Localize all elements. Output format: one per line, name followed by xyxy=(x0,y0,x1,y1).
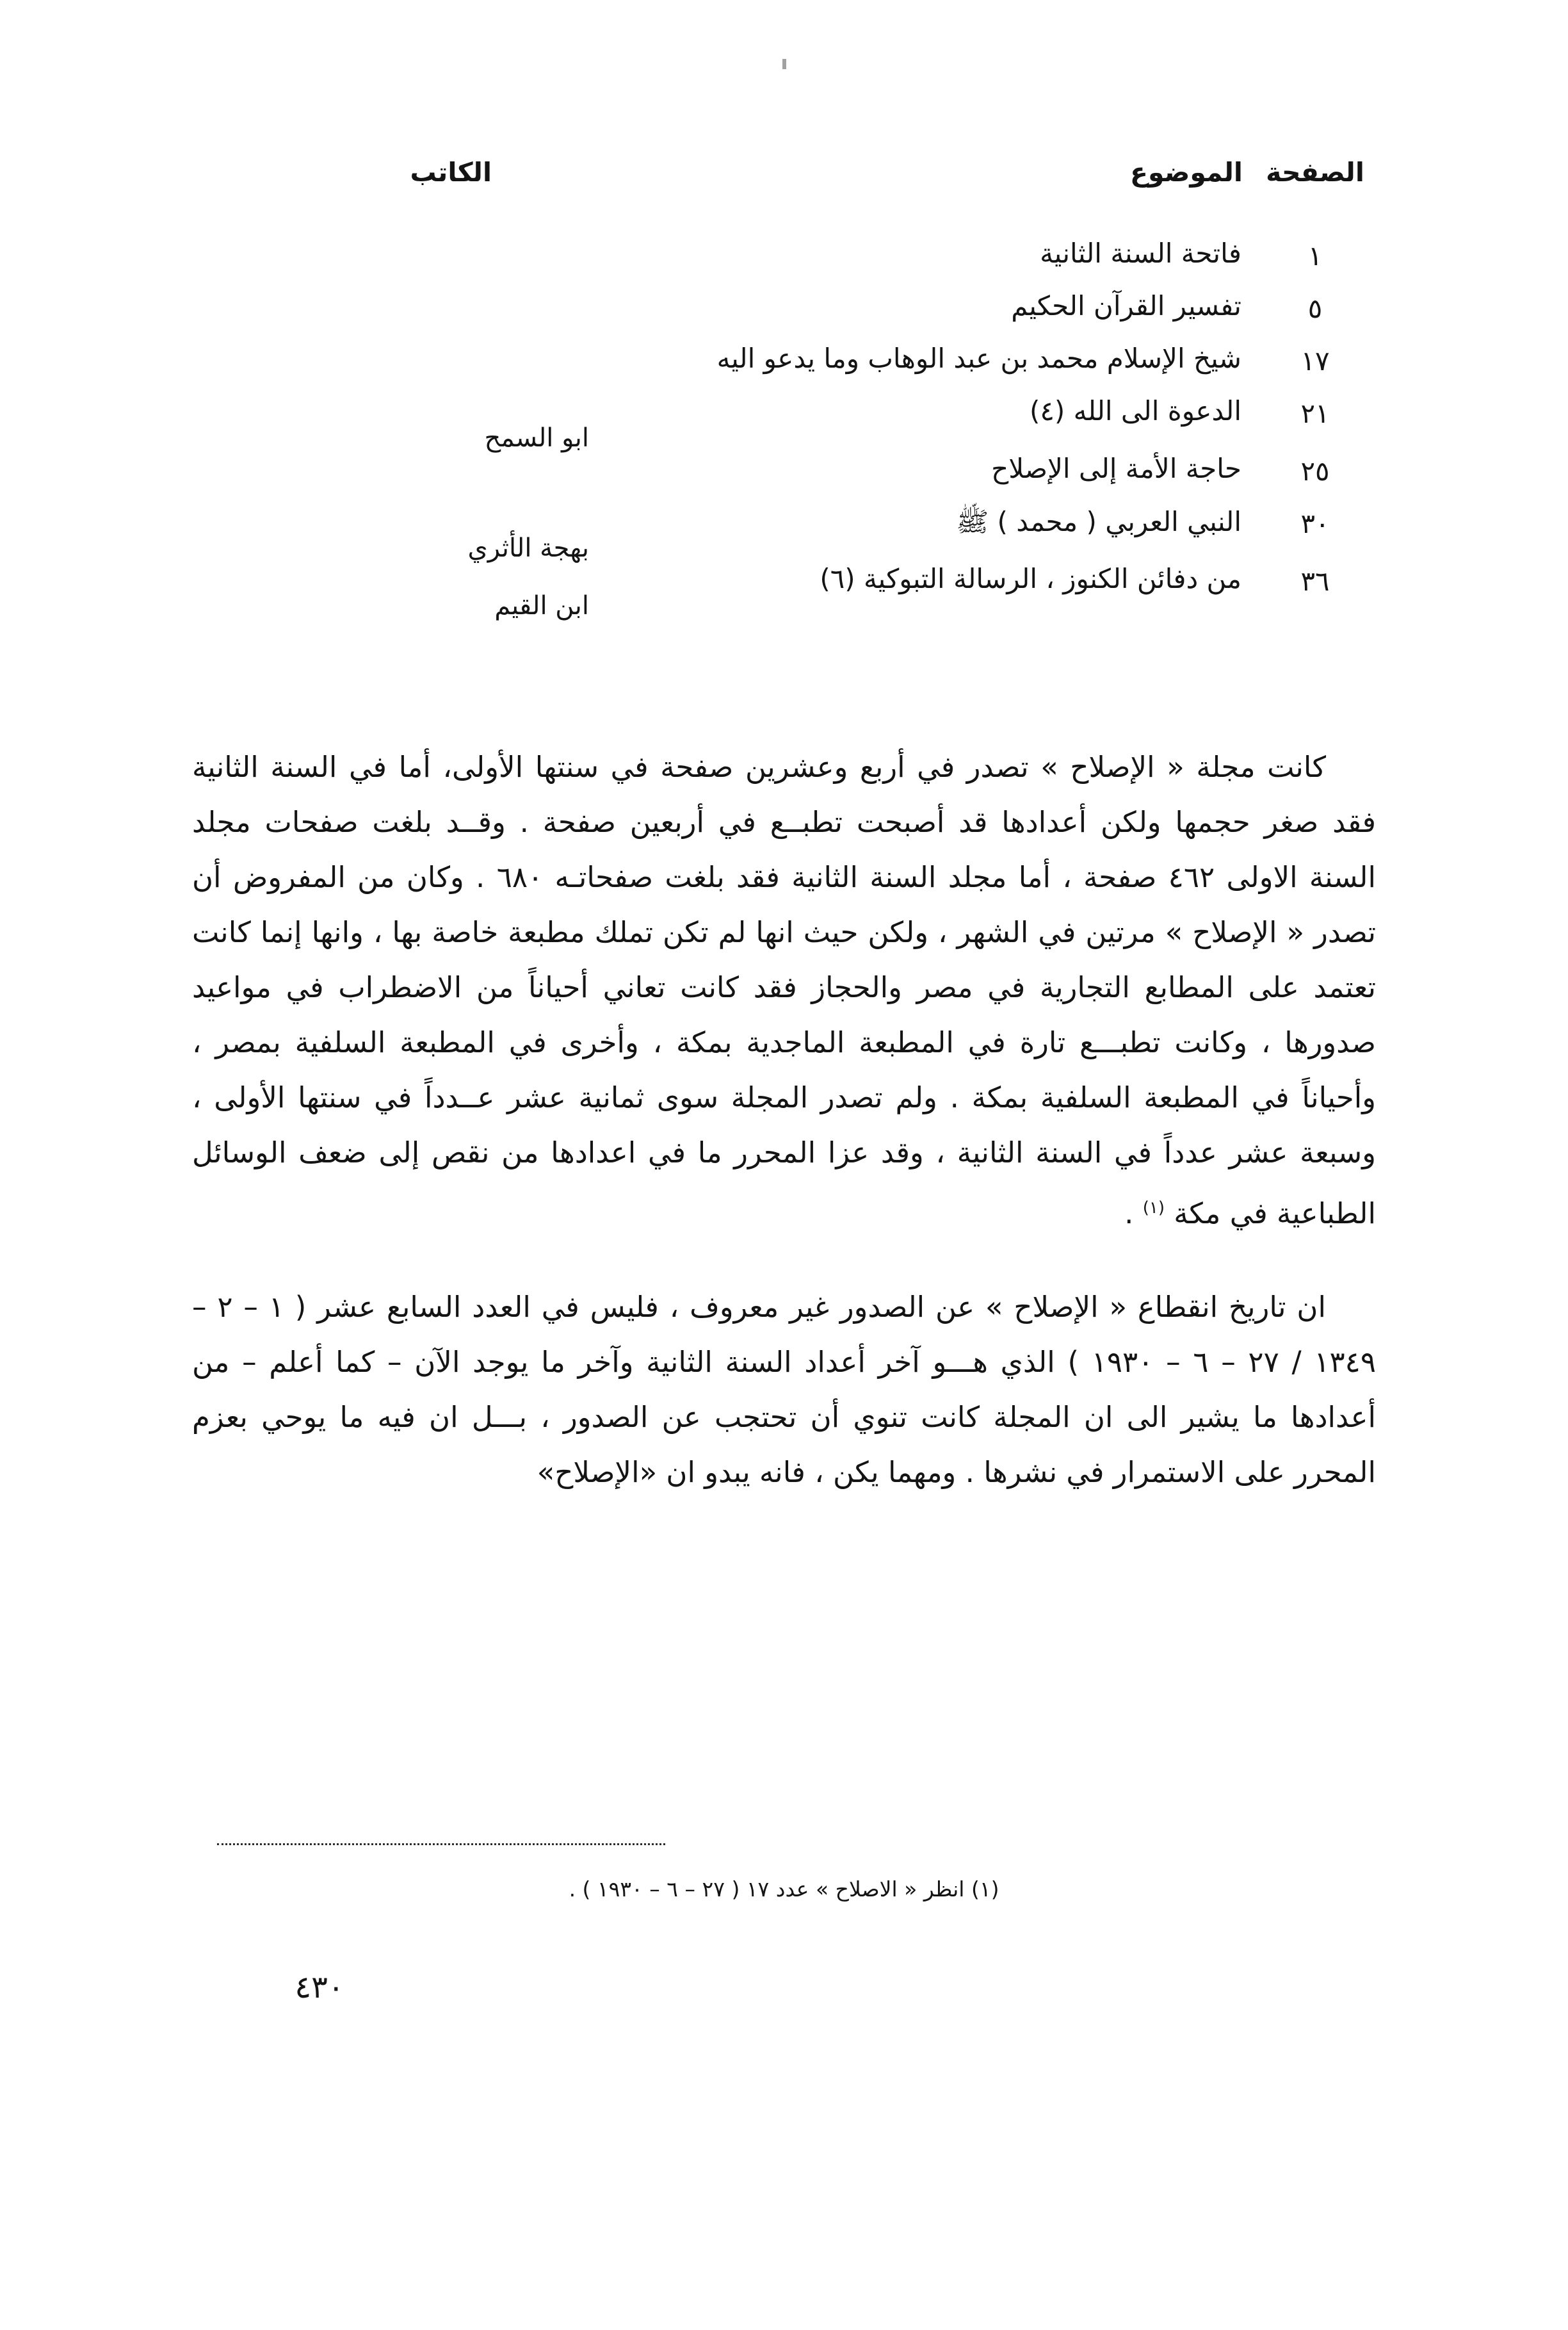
table-row xyxy=(192,505,1376,563)
column-header-page: الصفحة xyxy=(1266,157,1364,188)
paragraph-first-text: كانت مجلة « الإصلاح » تصدر في أربع وعشرين صفحة في سنتها الأولى، أما في السنة الثانية فقد صغر حجمها ولكن أعدادها قد أصبحت تطبــع في أربعين صفحة . وقــد بلغت صفحات مجلد السنة الاولى ٤٦٢ صفحة ، أما مجلد السنة الثانية فقد بلغت صفحاتـه ٦٨٠ . وكان من المفروض أن تصدر « الإصلاح » مرتين في الشهر ، ولكن حيث انها لم تكن تملك مطبعة خاصة بها ، وانها إنما كانت تعتمد على المطابع التجارية في مصر والحجاز فقد كانت تعاني أحياناً من الاضطراب في مواعيد صدورها ، وكانت تطبـــع تارة في المطبعة الماجدية بمكة ، وأخرى في المطبعة السلفية بمصر ، وأحياناً في المطبعة السلفية بمكة . ولم تصدر المجلة سوى ثمانية عشر عــدداً في سنتها الأولى ، وسبعة عشر عدداً في السنة الثانية ، وقد عزا المحرر ما في اعدادها من نقص إلى ضعف الوسائل الطباعية في مكة xyxy=(192,750,1376,1230)
table-row xyxy=(192,290,1376,343)
paragraph-first-tail: . xyxy=(1124,1196,1143,1230)
footnote-text: (١) انظر « الاصلاح » عدد ١٧ ( ٢٧ – ٦ – ١٩٣٠ ) . xyxy=(569,1877,999,1902)
row-page-number: ٢١ xyxy=(1300,398,1330,429)
row-page-number: ١ xyxy=(1307,240,1323,272)
table-row xyxy=(192,343,1376,395)
row-writer xyxy=(192,343,704,371)
row-subject: فاتحة السنة الثانية xyxy=(1040,238,1241,269)
page-number: ٤٣٠ xyxy=(295,1969,344,2005)
contents-table-header-row xyxy=(192,157,1376,188)
row-subject: الدعوة الى الله (٤) xyxy=(1029,395,1241,427)
paragraph-first xyxy=(192,740,1376,1241)
row-subject: تفسير القرآن الحكيم xyxy=(1011,290,1241,322)
row-subject: حاجة الأمة إلى الإصلاح xyxy=(991,453,1241,484)
row-writer: بهجة الأثري xyxy=(467,534,589,563)
row-writer xyxy=(192,238,704,266)
row-writer xyxy=(192,290,704,319)
column-header-subject: الموضوع xyxy=(1130,157,1243,188)
column-header-writer: الكاتب xyxy=(410,157,492,188)
row-subject: النبي العربي ( محمد ) ﷺ xyxy=(956,506,1241,537)
row-writer: ابو السمح xyxy=(484,423,589,453)
scan-artifact-speck xyxy=(782,59,786,69)
row-page-number: ٢٥ xyxy=(1300,455,1330,487)
row-subject: من دفائن الكنوز ، الرسالة التبوكية (٦) xyxy=(820,563,1241,594)
body-text xyxy=(192,740,1376,1529)
row-subject: شيخ الإسلام محمد بن عبد الوهاب وما يدعو اليه xyxy=(716,343,1241,374)
table-row xyxy=(192,563,1376,621)
row-page-number: ٣٠ xyxy=(1300,508,1330,539)
table-row xyxy=(192,395,1376,453)
row-page-number: ١٧ xyxy=(1300,345,1330,377)
paragraph-second: ان تاريخ انقطاع « الإصلاح » عن الصدور غير معروف ، فليس في العدد السابع عشر ( ١ – ٢ – ١٣٤٩ / ٢٧ – ٦ – ١٩٣٠ ) الذي هـــو آخر أعداد السنة الثانية وآخر ما يوجد الآن – كما أعلم – من أعدادها ما يشير الى ان المجلة كانت تنوي أن تحتجب عن الصدور ، بـــل ان فيه ما يوحي بعزم المحرر على الاستمرار في نشرها . ومهما يكن ، فانه يبدو ان «الإصلاح» xyxy=(192,1290,1377,1489)
table-row xyxy=(192,453,1376,505)
contents-table xyxy=(192,157,1376,621)
row-writer xyxy=(192,453,704,482)
footnote-separator-rule xyxy=(217,1843,665,1845)
footnote-reference-marker: (١) xyxy=(1142,1198,1165,1218)
row-writer: ابن القيم xyxy=(494,591,589,621)
row-page-number: ٥ xyxy=(1307,293,1323,324)
row-page-number: ٣٦ xyxy=(1300,566,1330,597)
table-row xyxy=(192,238,1376,290)
